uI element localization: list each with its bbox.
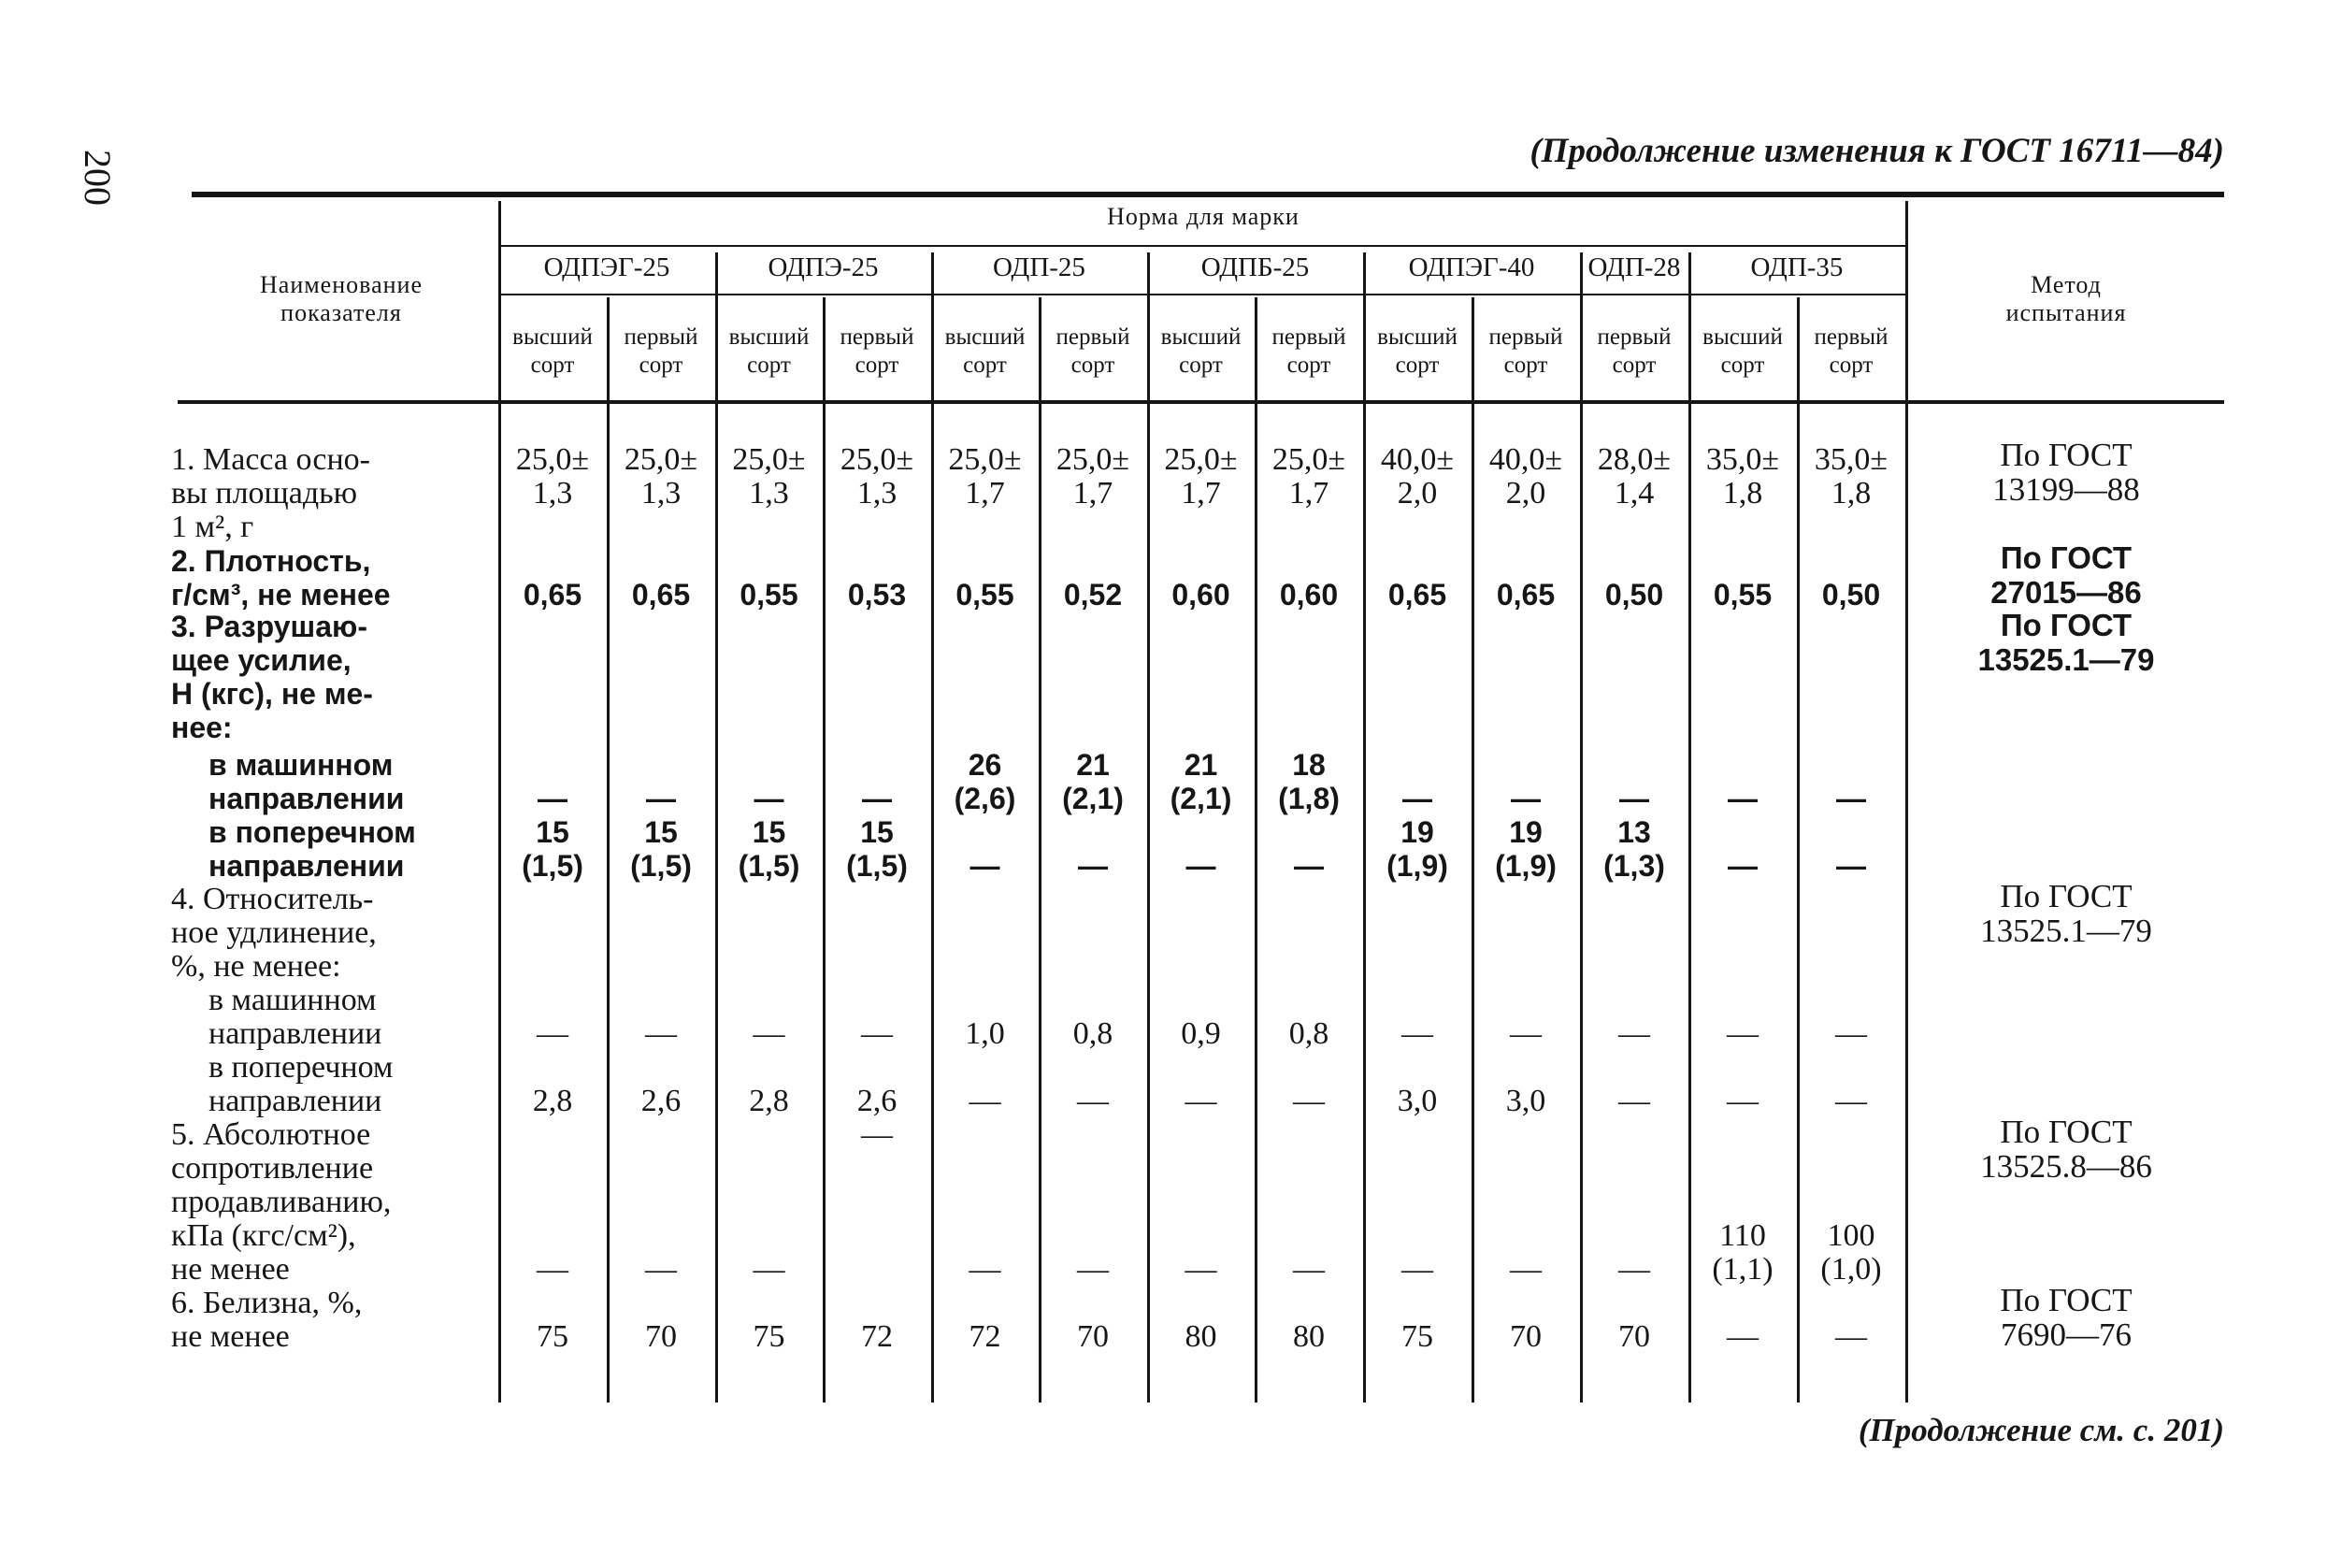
data-cell-elong-machine: 0,8 xyxy=(1288,1016,1329,1051)
test-method: По ГОСТ 7690—76 xyxy=(2000,1282,2133,1353)
data-cell-elong-machine: — xyxy=(1401,1016,1433,1051)
data-cell-elong-cross: — xyxy=(1618,1084,1650,1118)
grade-label: ОДП-28 xyxy=(1587,252,1681,282)
data-cell-elong-machine: 0,8 xyxy=(1072,1016,1113,1051)
data-cell-elong-machine: — xyxy=(1727,1016,1759,1051)
data-cell-elong-cross: — xyxy=(1835,1084,1867,1118)
data-cell-mass: 40,0± 2,0 xyxy=(1380,442,1455,511)
data-cell-density: 0,65 xyxy=(523,578,582,611)
row-label: в поперечном направлении xyxy=(208,815,416,883)
data-cell-elong-cross: 3,0 xyxy=(1505,1084,1546,1118)
header-title: (Продолжение изменения к ГОСТ 16711—84) xyxy=(1530,132,2224,170)
data-cell-whiteness: 72 xyxy=(969,1319,1001,1354)
test-method: По ГОСТ 13525.8—86 xyxy=(1980,1114,2152,1185)
data-cell-mass: 25,0± 1,7 xyxy=(1271,442,1346,511)
data-cell-elong-cross: — xyxy=(969,1084,1001,1118)
data-cell-break-machine: 18 (1,8) xyxy=(1278,748,1340,815)
row-label: 6. Белизна, %, не менее xyxy=(171,1286,363,1354)
data-cell-break-cross: 15 (1,5) xyxy=(846,815,908,883)
data-cell-break-machine: — xyxy=(754,782,784,815)
column-divider xyxy=(931,252,934,1403)
row-label: 3. Разрушаю- щее усилие, Н (кгс), не ме- нее: xyxy=(171,610,373,744)
data-cell-break-cross: 15 (1,5) xyxy=(630,815,692,883)
data-cell-density: 0,52 xyxy=(1063,578,1123,611)
data-cell-whiteness: 80 xyxy=(1185,1319,1217,1354)
data-cell-elong-cross: 3,0 xyxy=(1397,1084,1438,1118)
data-cell-density: 0,55 xyxy=(740,578,798,611)
data-cell-whiteness: 75 xyxy=(1401,1319,1433,1354)
data-cell-mass: 25,0± 1,7 xyxy=(1056,442,1130,511)
data-cell-break-machine: — xyxy=(1511,782,1541,815)
data-cell-break-machine: 21 (2,1) xyxy=(1062,748,1124,815)
data-cell-break-machine: 26 (2,6) xyxy=(954,748,1016,815)
row-label: 5. Абсолютное сопротивление продавливанию, кПа (кгс/см²), не менее xyxy=(171,1117,392,1287)
top-rule xyxy=(192,192,2224,197)
data-cell-elong-cross: 2,8 xyxy=(532,1084,573,1118)
data-cell-burst: — xyxy=(1510,1252,1542,1287)
data-cell-density: 0,50 xyxy=(1821,578,1881,611)
sort-label: первый сорт xyxy=(840,324,914,378)
data-cell-burst: — xyxy=(1077,1252,1109,1287)
data-cell-whiteness: — xyxy=(1835,1319,1867,1354)
sort-label: первый сорт xyxy=(624,324,698,378)
data-cell-break-cross: — xyxy=(1185,849,1216,883)
data-cell-mass: 35,0± 1,8 xyxy=(1814,442,1889,511)
sort-label: первый сорт xyxy=(1271,324,1346,378)
row-label: 1. Масса осно- вы площадью 1 м², г xyxy=(171,442,370,544)
data-cell-mass: 25,0± 1,7 xyxy=(948,442,1022,511)
column-divider xyxy=(1905,201,1908,1403)
data-cell-whiteness: 70 xyxy=(1618,1319,1650,1354)
data-cell-whiteness: 80 xyxy=(1293,1319,1325,1354)
data-cell-elong-machine: — xyxy=(537,1016,568,1051)
data-cell-density: 0,65 xyxy=(631,578,691,611)
sort-label: первый сорт xyxy=(1814,324,1889,378)
sort-label: высший сорт xyxy=(512,324,593,378)
column-divider xyxy=(1147,252,1150,1403)
data-cell-break-machine: — xyxy=(1728,782,1758,815)
data-cell-break-cross: 13 (1,3) xyxy=(1603,815,1665,883)
data-cell-burst: — xyxy=(1401,1252,1433,1287)
data-cell-elong-machine: 1,0 xyxy=(965,1016,1005,1051)
data-cell-burst: — xyxy=(969,1252,1001,1287)
data-cell-mass: 25,0± 1,7 xyxy=(1164,442,1238,511)
data-cell-elong-machine: — xyxy=(1618,1016,1650,1051)
data-cell-break-machine: — xyxy=(1402,782,1432,815)
data-cell-mass: 40,0± 2,0 xyxy=(1488,442,1563,511)
grade-underline xyxy=(501,294,1905,295)
data-cell-elong-cross: 2,6 xyxy=(640,1084,682,1118)
sort-label: высший сорт xyxy=(1160,324,1242,378)
data-cell-mass: 25,0± 1,3 xyxy=(840,442,914,511)
data-cell-burst: 100 (1,0) xyxy=(1820,1218,1882,1287)
row-label: в машинном направлении xyxy=(208,983,382,1051)
data-cell-whiteness: 70 xyxy=(645,1319,677,1354)
data-cell-burst: — xyxy=(1185,1252,1217,1287)
data-cell-elong-cross: 2,6 — xyxy=(856,1084,898,1152)
row-label: 4. Относитель- ное удлинение, %, не менее: xyxy=(171,882,377,984)
data-cell-elong-machine: — xyxy=(1510,1016,1542,1051)
data-cell-break-machine: — xyxy=(862,782,892,815)
data-cell-break-machine: — xyxy=(1836,782,1866,815)
data-cell-density: 0,55 xyxy=(955,578,1014,611)
footer-note: (Продолжение см. с. 201) xyxy=(1858,1412,2224,1448)
data-cell-whiteness: 75 xyxy=(753,1319,785,1354)
sort-label: высший сорт xyxy=(1377,324,1458,378)
data-cell-elong-cross: — xyxy=(1185,1084,1217,1118)
data-cell-whiteness: — xyxy=(1727,1319,1759,1354)
data-cell-whiteness: 70 xyxy=(1077,1319,1109,1354)
data-cell-density: 0,60 xyxy=(1279,578,1339,611)
data-cell-burst: — xyxy=(1618,1252,1650,1287)
data-cell-break-cross: — xyxy=(969,849,1000,883)
data-cell-break-cross: — xyxy=(1078,849,1108,883)
data-cell-burst: — xyxy=(537,1252,568,1287)
data-cell-mass: 25,0± 1,3 xyxy=(624,442,698,511)
data-cell-break-cross: — xyxy=(1836,849,1866,883)
method-header: Метод испытания xyxy=(2005,271,2127,326)
data-cell-break-cross: 15 (1,5) xyxy=(738,815,800,883)
data-cell-break-cross: 19 (1,9) xyxy=(1386,815,1448,883)
grade-label: ОДПЭГ-25 xyxy=(543,252,670,282)
sort-label: первый сорт xyxy=(1056,324,1130,378)
data-cell-elong-cross: — xyxy=(1293,1084,1325,1118)
data-cell-burst: 110 (1,1) xyxy=(1712,1218,1774,1287)
test-method: По ГОСТ 13525.1—79 xyxy=(1977,608,2155,677)
data-cell-elong-machine: — xyxy=(861,1016,893,1051)
data-cell-elong-machine: — xyxy=(645,1016,677,1051)
data-cell-elong-machine: 0,9 xyxy=(1181,1016,1221,1051)
data-cell-whiteness: 70 xyxy=(1510,1319,1542,1354)
data-cell-burst: — xyxy=(645,1252,677,1287)
sort-label: высший сорт xyxy=(944,324,1026,378)
data-cell-burst: — xyxy=(1293,1252,1325,1287)
data-cell-elong-cross: — xyxy=(1077,1084,1109,1118)
data-cell-density: 0,55 xyxy=(1713,578,1773,611)
test-method: По ГОСТ 13199—88 xyxy=(1992,437,2140,508)
sort-label: высший сорт xyxy=(728,324,810,378)
data-cell-elong-cross: 2,8 xyxy=(749,1084,789,1118)
test-method: По ГОСТ 27015—86 xyxy=(1990,540,2142,610)
row-label: в поперечном направлении xyxy=(208,1050,394,1118)
data-cell-break-machine: — xyxy=(1619,782,1649,815)
data-cell-break-machine: — xyxy=(646,782,676,815)
data-cell-elong-cross: — xyxy=(1727,1084,1759,1118)
grade-label: ОДПЭГ-40 xyxy=(1408,252,1535,282)
data-cell-mass: 35,0± 1,8 xyxy=(1705,442,1780,511)
data-cell-break-cross: — xyxy=(1728,849,1758,883)
data-cell-whiteness: 72 xyxy=(861,1319,893,1354)
data-cell-density: 0,60 xyxy=(1171,578,1230,611)
row-label: в машинном направлении xyxy=(208,748,405,815)
data-cell-elong-machine: — xyxy=(753,1016,785,1051)
data-cell-break-machine: 21 (2,1) xyxy=(1170,748,1232,815)
data-cell-density: 0,50 xyxy=(1604,578,1664,611)
data-cell-break-machine: — xyxy=(538,782,567,815)
indicator-header: Наименование показателя xyxy=(260,271,423,326)
page-number: 200 xyxy=(77,150,119,206)
data-cell-density: 0,65 xyxy=(1387,578,1447,611)
data-cell-density: 0,65 xyxy=(1496,578,1556,611)
data-cell-density: 0,53 xyxy=(847,578,907,611)
sort-label: высший сорт xyxy=(1702,324,1783,378)
header-bottom-rule xyxy=(178,400,2224,404)
data-cell-burst: — xyxy=(753,1252,785,1287)
test-method: По ГОСТ 13525.1—79 xyxy=(1980,878,2152,949)
norm-header: Норма для марки xyxy=(1107,203,1300,230)
grade-label: ОДП-25 xyxy=(993,252,1085,282)
data-cell-break-cross: — xyxy=(1294,849,1324,883)
grade-label: ОДП-35 xyxy=(1750,252,1844,282)
norm-underline xyxy=(501,245,1905,247)
data-cell-whiteness: 75 xyxy=(537,1319,568,1354)
data-cell-mass: 28,0± 1,4 xyxy=(1597,442,1672,511)
data-cell-mass: 25,0± 1,3 xyxy=(732,442,806,511)
sort-label: первый сорт xyxy=(1488,324,1563,378)
sort-label: первый сорт xyxy=(1597,324,1672,378)
grade-label: ОДПБ-25 xyxy=(1200,252,1310,282)
grade-label: ОДПЭ-25 xyxy=(768,252,879,282)
data-cell-elong-machine: — xyxy=(1835,1016,1867,1051)
data-cell-break-cross: 15 (1,5) xyxy=(522,815,583,883)
data-cell-break-cross: 19 (1,9) xyxy=(1495,815,1557,883)
data-cell-mass: 25,0± 1,3 xyxy=(515,442,590,511)
row-label: 2. Плотность, г/см³, не менее xyxy=(171,544,391,611)
